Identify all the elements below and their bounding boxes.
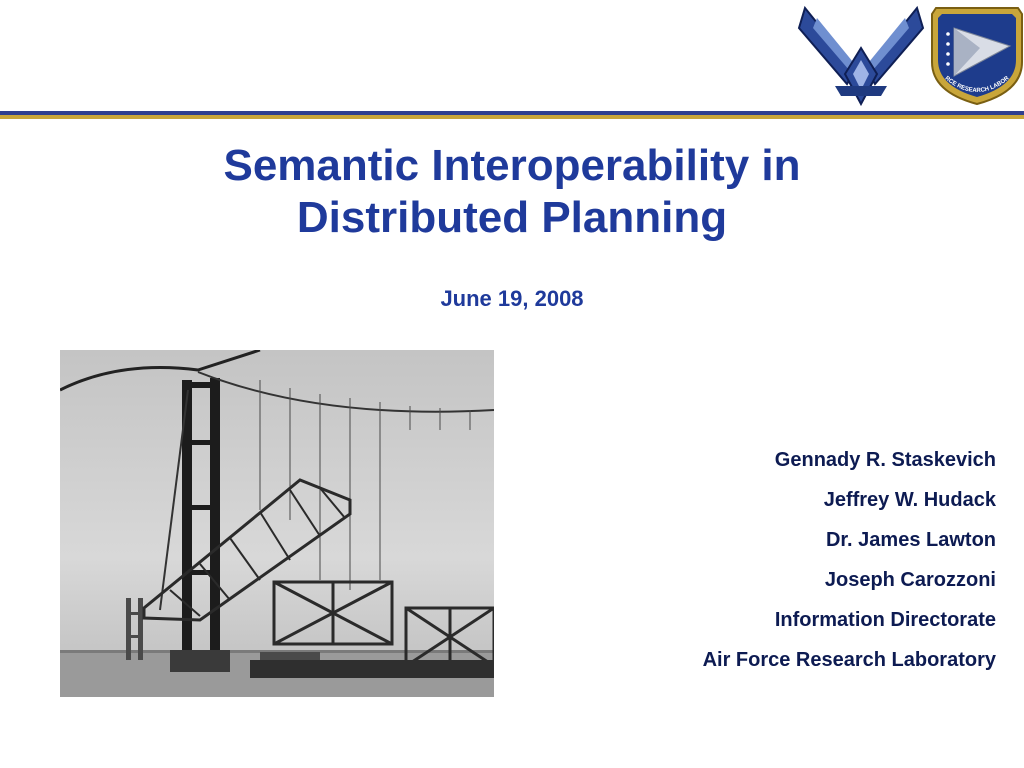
slide-date: June 19, 2008 [440, 286, 584, 311]
slide-title-line2: Distributed Planning [296, 193, 728, 242]
affiliation-directorate: Information Directorate [774, 609, 996, 631]
slide-title-line1: Semantic Interoperability in [223, 141, 801, 190]
bridge-construction-photo [60, 350, 494, 697]
header-rule-gold [0, 115, 1024, 119]
header-rule [0, 111, 1024, 119]
author-line: Gennady R. Staskevich [774, 449, 996, 471]
author-line: Dr. James Lawton [825, 529, 996, 551]
slide-title [0, 140, 1024, 244]
air-force-wings-logo [795, 0, 927, 110]
afrl-shield-logo [928, 0, 1022, 104]
logo-group [795, 0, 1024, 110]
afrl-shield-text: AIR FORCE RESEARCH LABORATORY [927, 0, 1011, 95]
author-list [476, 440, 996, 680]
affiliation-lab: Air Force Research Laboratory [702, 649, 996, 671]
author-line: Jeffrey W. Hudack [823, 489, 996, 511]
author-line: Joseph Carozzoni [824, 569, 996, 591]
